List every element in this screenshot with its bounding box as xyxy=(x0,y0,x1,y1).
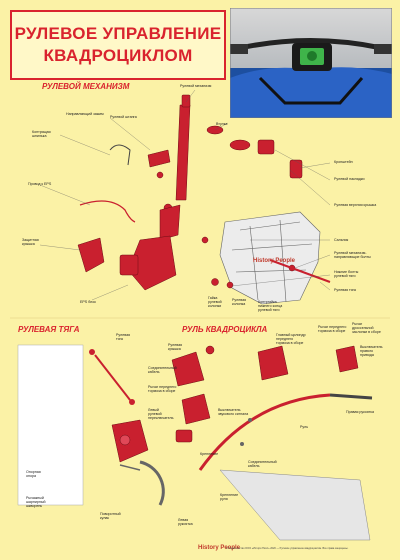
label-fastener: Крепление xyxy=(200,452,219,456)
tie-rod-illustration xyxy=(18,345,163,505)
section-handlebar: РУЛЬ КВАДРОЦИКЛА xyxy=(182,325,268,334)
label-top-cover: Рулевой накладки xyxy=(334,177,365,181)
label-steering-cover: Рулевая верхняя крышка xyxy=(334,203,377,207)
label-connecting-cable: Соединительный кабель xyxy=(248,460,277,469)
label-steering-shaft-2: Рулевой штанга xyxy=(110,115,137,119)
label-guide-clamp: Направляющий зажим xyxy=(66,112,104,116)
label-brake-lever-rear: Рычаг переднего тормоза в сборе xyxy=(318,325,347,334)
label-bracket: Кронштейн xyxy=(334,160,353,164)
label-handle-cover: Рулевая крышка xyxy=(168,343,183,352)
guide-clamp xyxy=(110,145,130,165)
label-lower-nuts: Нижние болты рулевой тяги xyxy=(334,270,359,279)
brand-logo-small: History People xyxy=(253,258,296,264)
label-outer-cap: Опорная опора xyxy=(26,470,41,479)
footer-text: © Издательство ООО «Истори Пипл» 2020 — Рулевое управление квадроциклом. Все права защищены. xyxy=(226,547,349,550)
label-engine-switch: Выключатель правого привода xyxy=(360,345,383,358)
brand-logo: History People xyxy=(198,545,241,551)
label-remote-lever: Рычаг дроссельной заслонки в сборе xyxy=(352,322,381,335)
label-left-grip: Левая рукоятка xyxy=(178,518,193,527)
title-line-2: КВАДРОЦИКЛОМ xyxy=(43,46,193,65)
label-throttle: Выключатель звукового сигнала xyxy=(218,408,249,417)
label-bushing: Втулка xyxy=(216,122,228,126)
label-oil-seal: Сальник xyxy=(334,238,349,242)
title-line-1: РУЛЕВОЕ УПРАВЛЕНИЕ xyxy=(14,24,222,43)
label-handlebar-clamp: Крепление руля xyxy=(220,493,239,502)
label-lock-mechanism: Контргайка нижнего конца рулевой тяги xyxy=(258,300,283,313)
label-ball-joint: Рычажный шарнирный шкворень xyxy=(26,496,46,509)
label-nut: Гайка рулевой колонки xyxy=(208,296,222,309)
label-rod-end: Рулевая тяга xyxy=(116,333,131,342)
section-steering-mechanism: РУЛЕВОЙ МЕХАНИЗМ xyxy=(42,82,130,91)
label-steering-shaft: Рулевой механизм xyxy=(180,84,212,88)
label-eps-wire: Провод к EPS xyxy=(28,182,52,186)
label-handlebar-rod: Руль xyxy=(300,425,309,429)
label-right-brake-lever: Рычаг переднего тормоза в сборе xyxy=(148,385,177,394)
label-steering-bearings: Рулевой механизм- направляющие болты xyxy=(334,251,371,260)
label-right-grip: Правая рукоятка xyxy=(346,410,375,414)
label-protective-cover: Защитная крышка xyxy=(22,238,39,247)
label-eps-block: EPS блок xyxy=(80,300,96,304)
label-tie-rod: Рулевая тяга xyxy=(334,288,356,292)
label-connector: Соединительный кабель xyxy=(148,366,177,375)
label-rotary-fist: Поворотный кулак xyxy=(100,512,121,521)
label-steering-lower: Рулевая колонка xyxy=(232,298,247,307)
label-left-brake: Левый рулевой переключатель xyxy=(148,408,174,421)
label-master-cylinder: Главный цилиндр переднего тормоза в сборе xyxy=(276,333,306,346)
section-tie-rod: РУЛЕВАЯ ТЯГА xyxy=(18,325,80,334)
label-cotter-clip: Контрящая шпилька xyxy=(32,130,51,139)
